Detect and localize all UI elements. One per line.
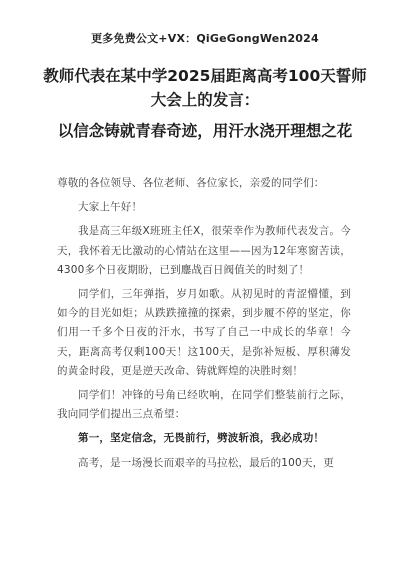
document-subtitle: 以信念铸就青春奇迹，用汗水浇开理想之花 <box>57 122 353 140</box>
hope-paragraph: 同学们！冲锋的号角已经吹响，在同学们整装前行之际，我向同学们提出三点希望： <box>57 389 351 421</box>
document-title: 教师代表在某中学2025届距离高考100天誓师大会上的发言： <box>43 67 367 109</box>
greeting-paragraph: 尊敬的各位领导、各位老师、各位家长，亲爱的同学们： <box>57 177 325 189</box>
document-body <box>57 174 351 478</box>
section-heading: 第一，坚定信念，无畏前行，劈波斩浪，我必成功！ <box>78 432 325 445</box>
opening-paragraph: 大家上午好！ <box>78 201 143 214</box>
closing-fragment-paragraph: 高考，是一场漫长而艰辛的马拉松，最后的100天，更 <box>78 456 335 469</box>
intro-paragraph: 我是高三年级X班班主任X，很荣幸作为教师代表发言。今天，我怀着无比激动的心情站在这里——因为12年寒窗苦读，4300多个日夜期盼，已到鏖战百日阀值关的时刻了！ <box>57 225 351 276</box>
motivation-paragraph: 同学们，三年弹指，岁月如歌。从初见时的青涩懵懂，到如今的目光如炬；从跌跌撞撞的探索，到步履不停的坚定，你们用一千多个日夜的汗水，书写了自己一中成长的华章！今天，距离高考仅剩100天！这100天，是弥补短板、厚积薄发的黄金时段，更是逆天改命、铸就辉煌的决胜时刻！ <box>57 288 351 377</box>
promo-note: 更多免费公文+VX：QiGeGongWen2024 <box>91 32 319 45</box>
